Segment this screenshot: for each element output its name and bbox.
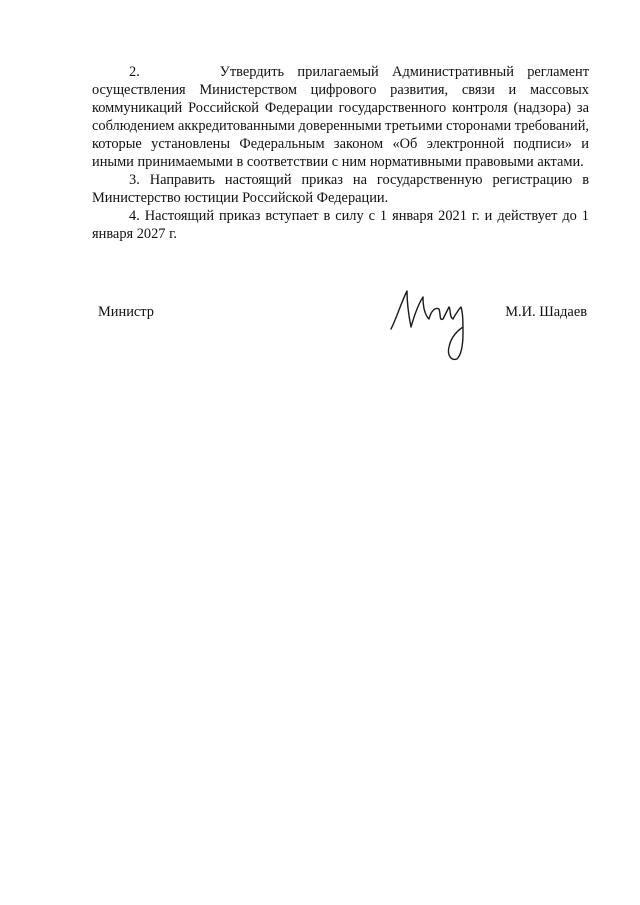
handwritten-signature (387, 289, 497, 369)
paragraph-number: 2. (129, 64, 140, 80)
document-body (92, 63, 589, 243)
signatory-role: Министр (98, 304, 154, 320)
paragraph-number: 3. (129, 172, 140, 188)
paragraph-text: Настоящий приказ вступает в силу с 1 января 2021 г. и действует до 1 января 2027 г. (92, 208, 589, 242)
paragraph-text: Направить настоящий приказ на государственную регистрацию в Министерство юстиции Российской Федерации. (92, 172, 589, 206)
signatory-name: М.И. Шадаев (505, 304, 587, 320)
paragraph-2 (92, 63, 589, 171)
paragraph-number: 4. (129, 208, 140, 224)
paragraph-3 (92, 171, 589, 207)
paragraph-4 (92, 207, 589, 243)
signature-block (92, 303, 589, 383)
paragraph-text: Утвердить прилагаемый Административный регламент осуществления Министерством цифрового развития, связи и массовых коммуникаций Российской Федерации государственного контроля (надзора) за соблюдением аккредитованными доверенными третьими сторонами требований, которые установлены Федеральным законом «Об электронной подписи» и иными принимаемыми в соответствии с ним нормативными правовыми актами. (92, 64, 590, 170)
